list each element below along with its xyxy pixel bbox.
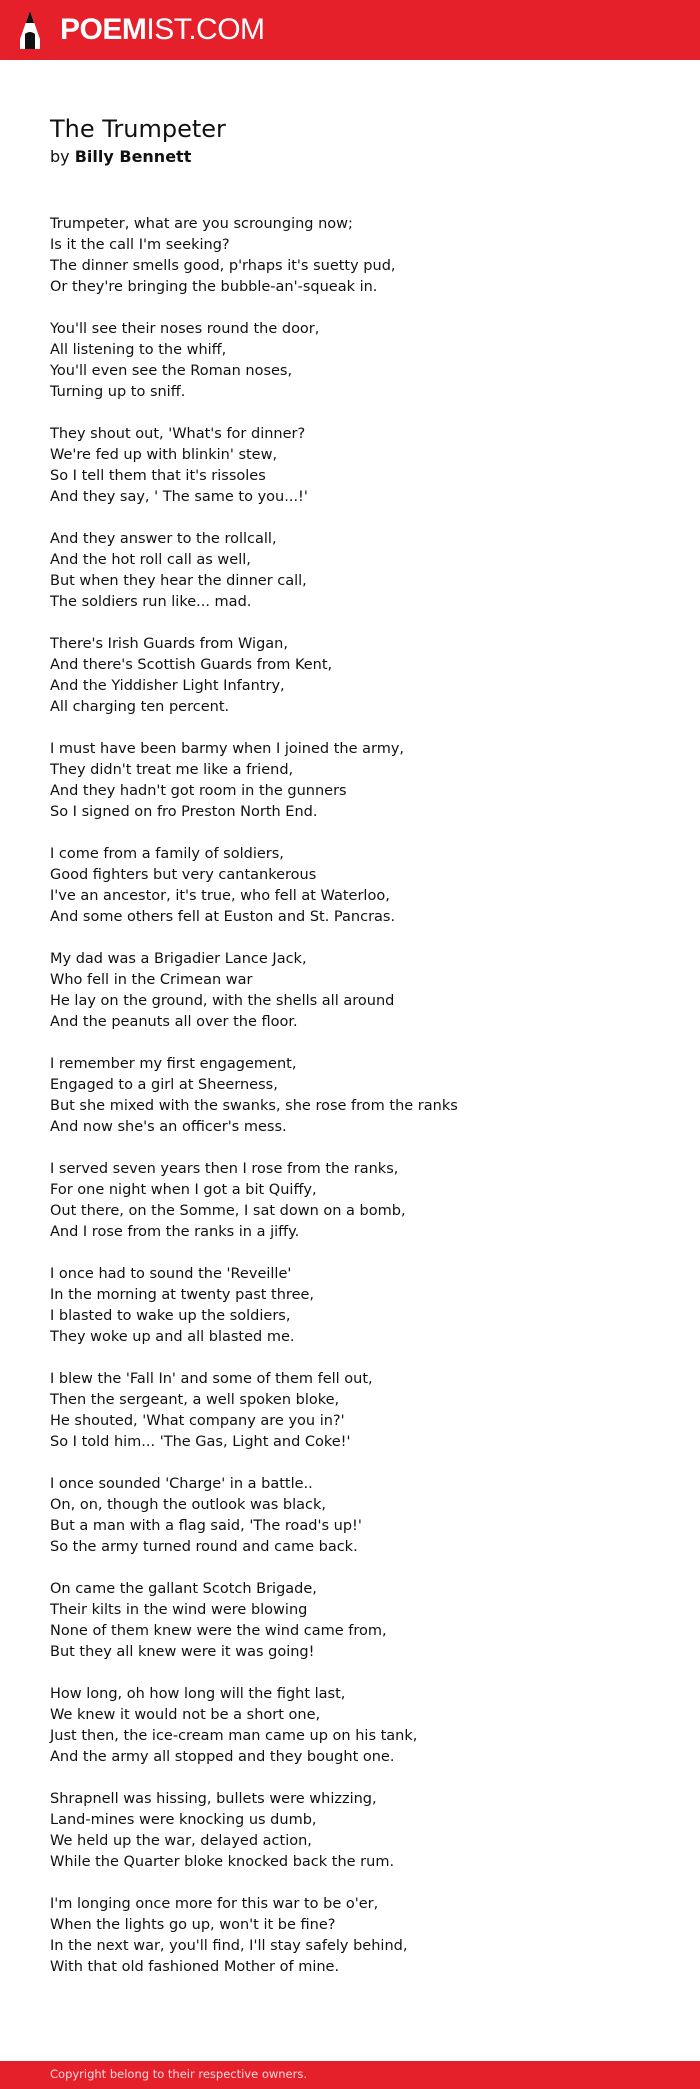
poem-line: Then the sergeant, a well spoken bloke,	[50, 1392, 340, 1408]
poem-line: We're fed up with blinkin' stew,	[50, 447, 278, 463]
site-header	[0, 0, 700, 60]
poem-line: And they answer to the rollcall,	[50, 531, 277, 547]
poem-line: We knew it would not be a short one,	[50, 1707, 321, 1723]
poem-line: And some others fell at Euston and St. Pancras.	[50, 909, 396, 925]
poem-line: All charging ten percent.	[50, 699, 230, 715]
stanza-11	[50, 1264, 650, 1348]
poem-line: But she mixed with the swanks, she rose from the ranks	[50, 1098, 458, 1114]
poem-line: Or they're bringing the bubble-an'-squeak in.	[50, 279, 378, 295]
poem-line: With that old fashioned Mother of mine.	[50, 1959, 340, 1975]
brand-wordmark	[60, 15, 265, 45]
poem-line: I blew the 'Fall In' and some of them fell out,	[50, 1371, 373, 1387]
stanza-7	[50, 844, 650, 928]
stanza-14	[50, 1579, 650, 1663]
poem-line: But they all knew were it was going!	[50, 1644, 315, 1660]
poem-line: On, on, though the outlook was black,	[50, 1497, 326, 1513]
poem-line: I blasted to wake up the soldiers,	[50, 1308, 291, 1324]
byline-label: by	[50, 147, 70, 166]
stanza-12	[50, 1369, 650, 1453]
poem-line: I come from a family of soldiers,	[50, 846, 284, 862]
poem-line: But a man with a flag said, 'The road's up!'	[50, 1518, 362, 1534]
poem-line: And they say, ' The same to you...!'	[50, 489, 308, 505]
poem-line: Trumpeter, what are you scrounging now;	[50, 216, 353, 232]
poem-content	[50, 112, 650, 1999]
poem-line: When the lights go up, won't it be fine?	[50, 1917, 336, 1933]
copyright-notice: Copyright belong to their respective owners.	[50, 2067, 308, 2082]
poem-line: Who fell in the Crimean war	[50, 972, 253, 988]
stanza-10	[50, 1159, 650, 1243]
poem-line: In the morning at twenty past three,	[50, 1287, 315, 1303]
poem-line: And I rose from the ranks in a jiffy.	[50, 1224, 300, 1240]
stanza-6	[50, 739, 650, 823]
poem-line: I served seven years then I rose from the ranks,	[50, 1161, 399, 1177]
poem-line: The dinner smells good, p'rhaps it's suetty pud,	[50, 258, 396, 274]
poem-line: Turning up to sniff.	[50, 384, 186, 400]
stanza-5	[50, 634, 650, 718]
poem-line: He lay on the ground, with the shells all around	[50, 993, 395, 1009]
poem-line: But when they hear the dinner call,	[50, 573, 307, 589]
brand-secondary: IST.COM	[146, 13, 265, 46]
stanza-9	[50, 1054, 650, 1138]
poem-line: You'll even see the Roman noses,	[50, 363, 293, 379]
poem-line: Is it the call I'm seeking?	[50, 237, 230, 253]
stanza-4	[50, 529, 650, 613]
poem-line: While the Quarter bloke knocked back the rum.	[50, 1854, 395, 1870]
poem-line: I once had to sound the 'Reveille'	[50, 1266, 292, 1282]
stanza-16	[50, 1789, 650, 1873]
poem-line: Just then, the ice-cream man came up on his tank,	[50, 1728, 418, 1744]
poem-line: You'll see their noses round the door,	[50, 321, 320, 337]
stanza-2	[50, 319, 650, 403]
poem-body	[50, 214, 650, 1978]
stanza-15	[50, 1684, 650, 1768]
poem-line: The soldiers run like... mad.	[50, 594, 252, 610]
poem-line: I'm longing once more for this war to be o'er,	[50, 1896, 379, 1912]
poem-line: And there's Scottish Guards from Kent,	[50, 657, 333, 673]
poem-line: They woke up and all blasted me.	[50, 1329, 295, 1345]
poem-line: So the army turned round and came back.	[50, 1539, 358, 1555]
poem-line: I once sounded 'Charge' in a battle..	[50, 1476, 313, 1492]
poem-title: The Trumpeter	[50, 115, 226, 143]
poem-line: Out there, on the Somme, I sat down on a bomb,	[50, 1203, 406, 1219]
poem-line: Shrapnell was hissing, bullets were whizzing,	[50, 1791, 377, 1807]
poem-line: Their kilts in the wind were blowing	[50, 1602, 308, 1618]
stanza-1	[50, 214, 650, 298]
poem-line: I must have been barmy when I joined the army,	[50, 741, 405, 757]
poem-line: So I tell them that it's rissoles	[50, 468, 266, 484]
poem-line: Engaged to a girl at Sheerness,	[50, 1077, 278, 1093]
poem-line: I've an ancestor, it's true, who fell at Waterloo,	[50, 888, 390, 904]
stanza-8	[50, 949, 650, 1033]
poem-line: And they hadn't got room in the gunners	[50, 783, 347, 799]
pencil-tip-icon	[18, 9, 42, 51]
site-footer	[0, 2061, 700, 2089]
poem-line: They didn't treat me like a friend,	[50, 762, 294, 778]
poem-line: And the peanuts all over the floor.	[50, 1014, 298, 1030]
poem-line: And the hot roll call as well,	[50, 552, 251, 568]
poem-line: There's Irish Guards from Wigan,	[50, 636, 288, 652]
poem-line: I remember my first engagement,	[50, 1056, 297, 1072]
poem-line: And now she's an officer's mess.	[50, 1119, 287, 1135]
poem-line: All listening to the whiff,	[50, 342, 227, 358]
poem-line: And the army all stopped and they bought one.	[50, 1749, 395, 1765]
poem-line: We held up the war, delayed action,	[50, 1833, 312, 1849]
poem-line: So I told him... 'The Gas, Light and Coke!'	[50, 1434, 351, 1450]
stanza-17	[50, 1894, 650, 1978]
poem-author: Billy Bennett	[74, 147, 192, 166]
poem-line: None of them knew were the wind came from,	[50, 1623, 387, 1639]
stanza-13	[50, 1474, 650, 1558]
poem-line: In the next war, you'll find, I'll stay safely behind,	[50, 1938, 408, 1954]
poem-byline	[50, 146, 650, 168]
poem-line: My dad was a Brigadier Lance Jack,	[50, 951, 307, 967]
stanza-3	[50, 424, 650, 508]
poem-line: How long, oh how long will the fight last,	[50, 1686, 346, 1702]
poem-line: And the Yiddisher Light Infantry,	[50, 678, 285, 694]
poem-line: So I signed on fro Preston North End.	[50, 804, 318, 820]
poem-line: He shouted, 'What company are you in?'	[50, 1413, 345, 1429]
poem-line: Land-mines were knocking us dumb,	[50, 1812, 317, 1828]
poem-line: For one night when I got a bit Quiffy,	[50, 1182, 317, 1198]
poem-line: They shout out, 'What's for dinner?	[50, 426, 306, 442]
site-logo-link[interactable]	[18, 0, 265, 60]
brand-primary: POEM	[60, 13, 147, 46]
poem-line: Good fighters but very cantankerous	[50, 867, 317, 883]
poem-line: On came the gallant Scotch Brigade,	[50, 1581, 317, 1597]
